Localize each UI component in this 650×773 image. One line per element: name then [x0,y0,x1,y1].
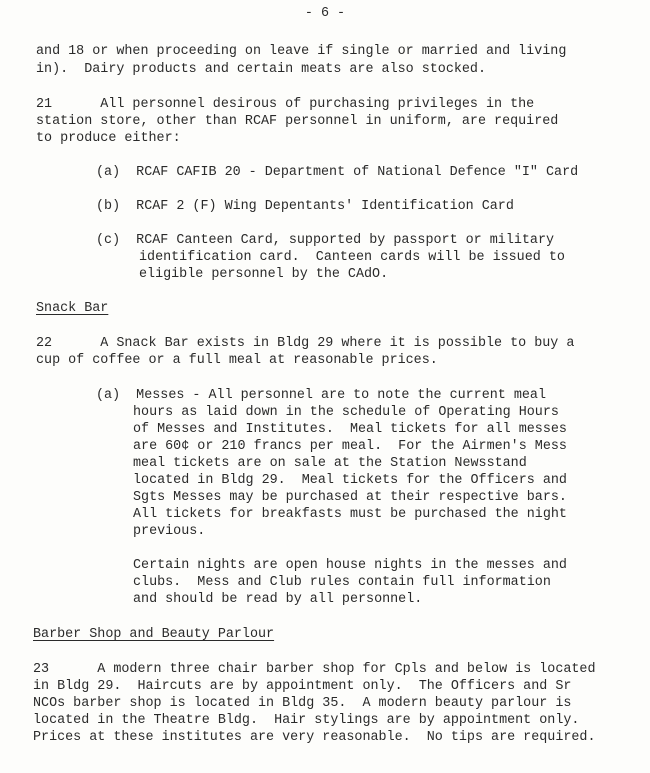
text-line: Sgts Messes may be purchased at their respective bars. [133,490,567,505]
text-line: are 60¢ or 210 francs per meal. For the Airmen's Mess [133,439,567,454]
text-line: 22 A Snack Bar exists in Bldg 29 where it is possible to buy a [36,336,575,351]
text-line: (b) RCAF 2 (F) Wing Depentants' Identification Card [96,199,514,214]
text-line: (a) RCAF CAFIB 20 - Department of National Defence "I" Card [96,165,579,180]
text-line: 21 All personnel desirous of purchasing privileges in the [36,97,535,112]
text-line: (c) RCAF Canteen Card, supported by passport or military [96,233,555,248]
text-line: (a) Messes - All personnel are to note the current meal [96,388,546,403]
page-number: - 6 - [304,6,346,21]
text-line: 23 A modern three chair barber shop for Cpls and below is located [33,662,596,677]
text-line: of Messes and Institutes. Meal tickets for all messes [133,422,567,437]
section-heading: Snack Bar [36,301,109,316]
text-line: All tickets for breakfasts must be purchased the night [133,507,567,522]
text-line: hours as laid down in the schedule of Operating Hours [133,405,559,420]
text-line: located in the Theatre Bldg. Hair stylings are by appointment only. [33,713,580,728]
section-heading: Barber Shop and Beauty Parlour [33,627,275,642]
text-line: Certain nights are open house nights in the messes and [133,558,567,573]
text-line: and 18 or when proceeding on leave if single or married and living [36,44,567,59]
text-line: clubs. Mess and Club rules contain full information [133,575,551,590]
text-line: meal tickets are on sale at the Station Newsstand [133,456,527,471]
text-line: cup of coffee or a full meal at reasonable prices. [36,353,438,368]
text-line: NCOs barber shop is located in Bldg 35. A modern beauty parlour is [33,696,572,711]
text-line: station store, other than RCAF personnel in uniform, are required [36,114,559,129]
text-line: in). Dairy products and certain meats are also stocked. [36,62,486,77]
text-line: eligible personnel by the CAdO. [139,267,389,282]
text-line: identification card. Canteen cards will be issued to [139,250,565,265]
text-line: previous. [133,524,206,539]
text-line: to produce either: [36,131,181,146]
text-line: located in Bldg 29. Meal tickets for the Officers and [133,473,567,488]
text-line: in Bldg 29. Haircuts are by appointment only. The Officers and Sr [33,679,572,694]
text-line: Prices at these institutes are very reasonable. No tips are required. [33,730,596,745]
text-line: and should be read by all personnel. [133,592,423,607]
